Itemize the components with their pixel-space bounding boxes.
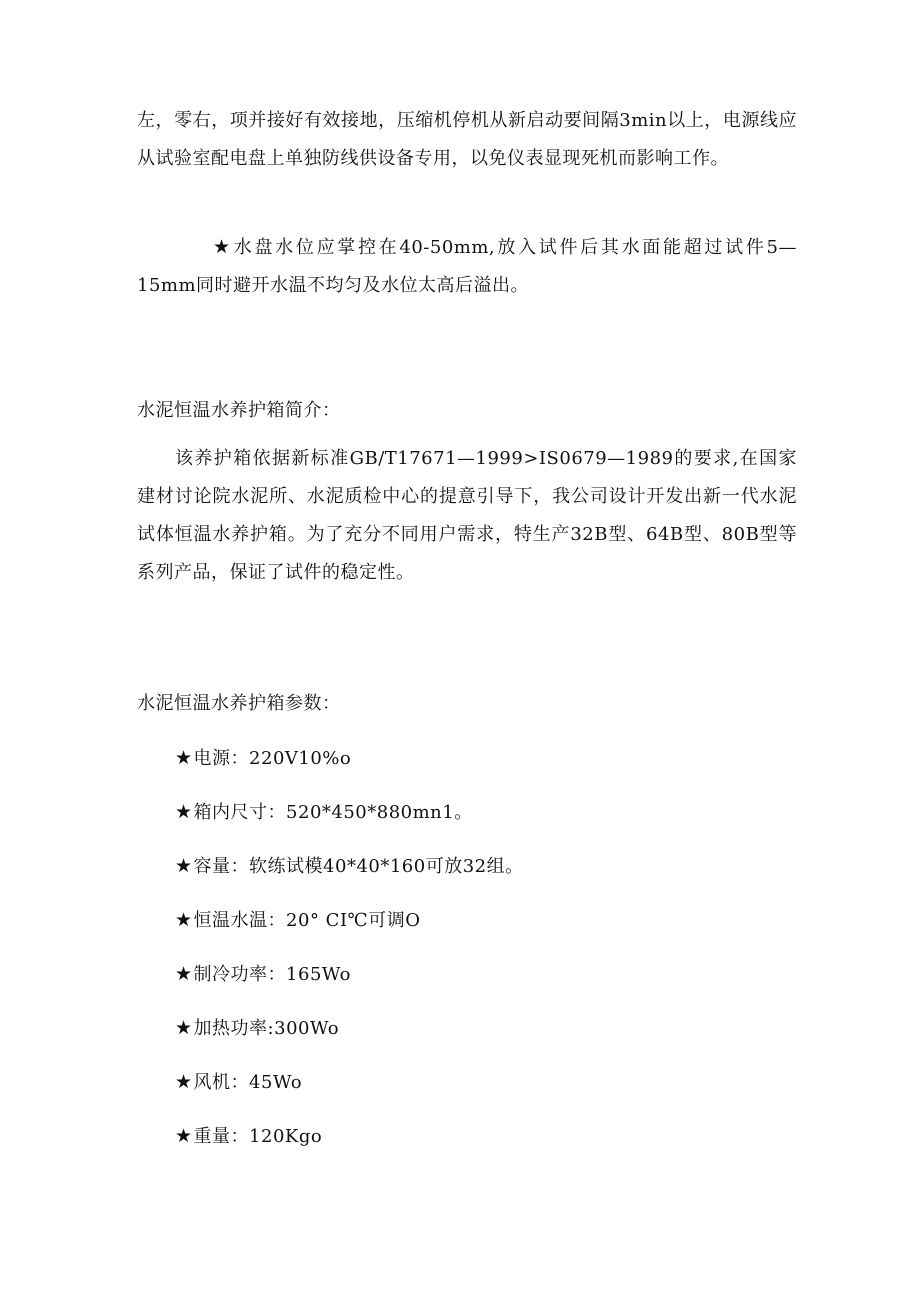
spec-item-power	[175, 739, 524, 793]
spec-item-weight	[175, 1117, 524, 1171]
spec-item-cooling-power	[175, 955, 524, 1009]
star-icon: ★	[175, 855, 193, 877]
spec-item-inner-size	[175, 793, 524, 847]
spec-item-water-temp	[175, 901, 524, 955]
star-icon: ★	[175, 801, 193, 823]
paragraph-power-notes: 左，零右，项并接好有效接地，压缩机停机从新启动要间隔3min以上，电源线应从试验室配电盘上单独防线供设备专用，以免仪表显现死机而影响工作。	[137, 110, 797, 169]
star-icon: ★	[175, 1071, 193, 1093]
spec-text: 箱内尺寸：520*450*880mn1。	[193, 802, 473, 823]
spec-item-capacity	[175, 847, 524, 901]
star-icon: ★	[175, 1125, 193, 1147]
intro-paragraph: 该养护箱依据新标准GB/T17671—1999>IS0679—1989的要求,在国家建材讨论院水泥所、水泥质检中心的提意引导下，我公司设计开发出新一代水泥试体恒温水养护箱。为了充分不同用户需求，特生产32B型、64B型、80B型等系列产品，保证了试件的稳定性。	[137, 448, 797, 583]
intro-heading: 水泥恒温水养护箱简介：	[137, 400, 341, 421]
star-icon: ★	[175, 909, 193, 931]
star-icon: ★	[213, 236, 231, 258]
specs-list	[175, 739, 524, 1171]
star-icon: ★	[175, 1017, 193, 1039]
spec-item-fan	[175, 1063, 524, 1117]
water-level-text: 水盘水位应掌控在40-50mm,放入试件后其水面能超过试件5—15mm同时避开水温不均匀及水位太高后溢出。	[137, 237, 797, 296]
paragraph-water-level	[137, 228, 797, 305]
spec-text: 电源：220V10%o	[193, 748, 352, 769]
spec-text: 重量：120Kgo	[193, 1126, 323, 1147]
spec-item-heating-power	[175, 1009, 524, 1063]
spec-text: 恒温水温：20° CI℃可调O	[193, 910, 421, 931]
spec-text: 制冷功率：165Wo	[193, 964, 352, 985]
spec-text: 容量：软练试模40*40*160可放32组。	[193, 856, 524, 877]
star-icon: ★	[175, 963, 193, 985]
star-icon: ★	[175, 747, 193, 769]
specs-heading: 水泥恒温水养护箱参数：	[137, 693, 341, 714]
spec-text: 加热功率:300Wo	[193, 1018, 340, 1039]
spec-text: 风机：45Wo	[193, 1072, 303, 1093]
